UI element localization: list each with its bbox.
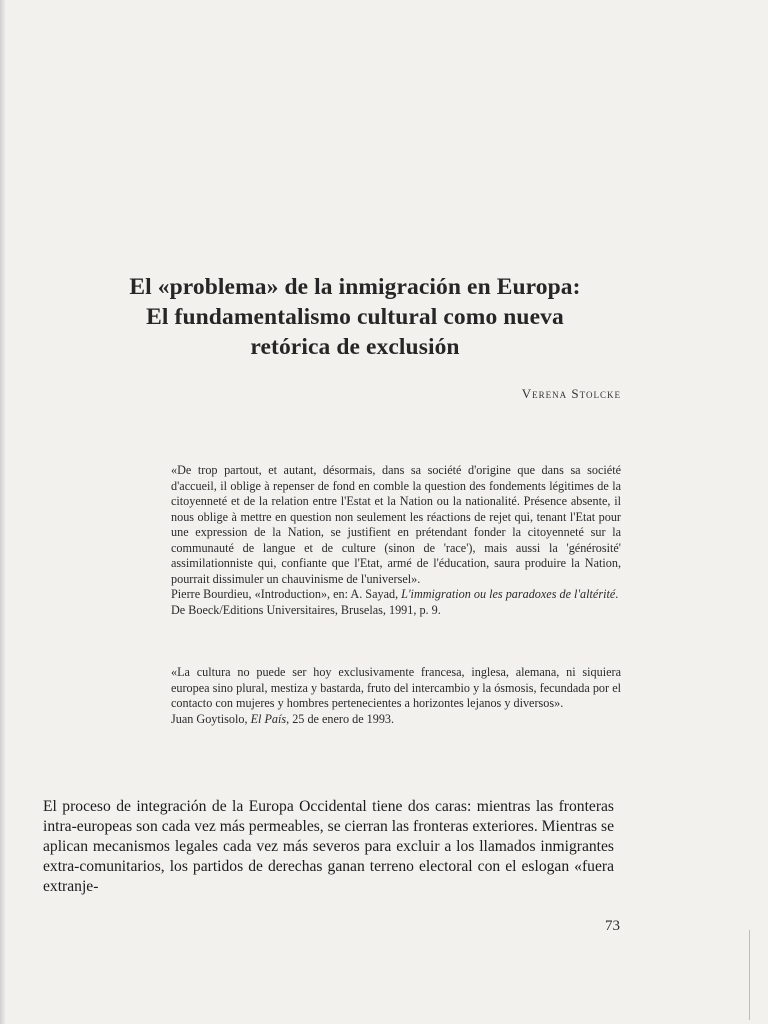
title-line-3: retórica de exclusión [250,334,460,360]
epigraph-bourdieu [171,463,621,618]
page-number: 73 [605,918,620,934]
citation-work: L'immigration ou les paradoxes de l'altérité [401,587,616,601]
epigraph-citation [171,587,621,618]
epigraph-citation [171,712,621,728]
citation-details: 25 de enero de 1993. [289,711,395,726]
title-line-1: El «problema» de la inmigración en Europa: [129,274,581,300]
citation-author: Pierre Bourdieu, «Introduction», en: A. Sayad, [171,587,402,601]
citation-author: Juan Goytisolo, [171,711,251,726]
epigraph-goytisolo [171,665,621,727]
citation-work: El País, [250,711,290,726]
citation-details: . De Boeck/Editions Universitaires, Bruselas, 1991, p. 9. [171,587,619,617]
epigraph-text: «La cultura no puede ser hoy exclusivamente francesa, inglesa, alemana, ni siquiera europea sino plural, mestiza y bastarda, fruto del intercambio y la ósmosis, fecundada por el contacto con mujeres y hombres pertenecientes a horizontes lejanos y diversos». [171,665,621,710]
body-text: El proceso de integración de la Europa Occidental tiene dos caras: mientras las fronteras intra-europeas son cada vez más permeables, se cierran las fronteras exteriores. Mientras se aplican mecanismos legales cada vez más severos para excluir a los llamados inmigrantes extra-comunitarios, los partidos de derechas ganan terreno electoral con el eslogan «fuera extranje- [43,798,614,895]
title-line-2: El fundamentalismo cultural como nueva [146,304,564,330]
scan-shadow [0,0,6,1024]
author-name: Verena Stolcke [521,386,621,401]
scan-mark [749,930,750,1020]
epigraph-text: «De trop partout, et autant, désormais, dans sa société d'origine que dans sa société d'accueil, il oblige à repenser de fond en comble la question des fondements légitimes de la citoyenneté et de la relation entre l'Estat et la Nation ou la nationalité. Présence absente, il nous oblige à mettre en question non seulement les réactions de rejet qui, tenant l'Etat pour une expression de la Nation, se justifient en prétendant fonder la citoyenneté sur la communauté de langue et de culture (sinon de 'race'), mais aussi la 'générosité' assimilationniste qui, confiante que l'Etat, armé de l'éducation, saura produire la Nation, pourrait dissimuler un chauvinisme de l'universel». [171,463,621,586]
article-title [60,272,650,362]
body-paragraph [43,797,614,897]
